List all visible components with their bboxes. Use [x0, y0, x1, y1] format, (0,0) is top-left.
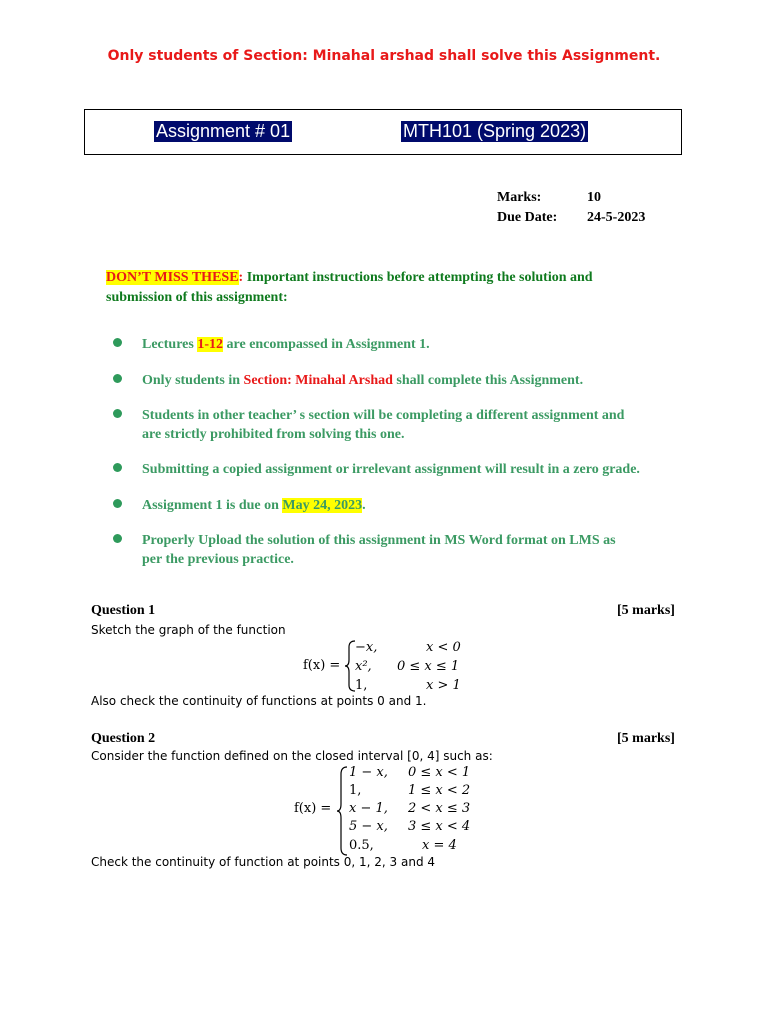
q1-case-expr: 1,: [355, 678, 368, 693]
dont-miss-label: DON’T MISS THESE: [106, 270, 239, 285]
instructions-heading: [106, 268, 666, 308]
bullet-dot-icon: [113, 374, 122, 383]
q1-fx-label: f(x) =: [303, 658, 341, 673]
dont-miss-colon: :: [238, 270, 244, 285]
question-1-followup: Also check the continuity of functions at points 0 and 1.: [91, 694, 427, 708]
bullet-text: .: [362, 498, 366, 513]
bullet-text: shall complete this Assignment.: [392, 373, 584, 388]
marks-label: Marks:: [497, 190, 542, 205]
q2-case-expr: x − 1,: [349, 801, 388, 816]
question-2-title: Question 2: [91, 731, 156, 746]
bullet-text: are encompassed in Assignment 1.: [223, 337, 430, 352]
due-date-highlight: May 24, 2023: [282, 498, 363, 513]
instructions-line1: Important instructions before attempting the solution and: [243, 270, 593, 285]
bullet-text: Properly Upload the solution of this assignment in MS Word format on LMS as: [142, 533, 616, 548]
bullet-text: per the previous practice.: [142, 552, 294, 567]
question-1-title: Question 1: [91, 603, 156, 618]
title-box: [84, 109, 682, 155]
q2-brace-icon: [336, 766, 348, 856]
q2-case-expr: 5 − x,: [349, 819, 388, 834]
bullet-text: Assignment 1 is due on: [142, 498, 283, 513]
due-date-value: 24-5-2023: [587, 210, 646, 225]
section-name: Section: Minahal Arshad: [243, 373, 393, 388]
assignment-title: Assignment # 01: [156, 121, 291, 141]
bullet-text: are strictly prohibited from solving this one.: [142, 427, 405, 442]
bullet-dot-icon: [113, 534, 122, 543]
marks-value: 10: [587, 190, 601, 205]
q1-case-expr: x²,: [355, 659, 372, 674]
question-1-marks: [5 marks]: [617, 603, 675, 618]
bullet-dot-icon: [113, 499, 122, 508]
q2-case-cond: x = 4: [422, 838, 457, 853]
bullet-text: Students in other teacher’ s section will be completing a different assignment and: [142, 408, 625, 423]
q1-case-expr: −x,: [355, 640, 378, 655]
q1-case-cond: 0 ≤ x ≤ 1: [397, 659, 460, 674]
question-2-text: Consider the function defined on the closed interval [0, 4] such as:: [91, 749, 493, 763]
question-2-followup: Check the continuity of function at points 0, 1, 2, 3 and 4: [91, 855, 436, 869]
instructions-line2: submission of this assignment:: [106, 290, 288, 305]
q2-case-expr: 1,: [349, 783, 362, 798]
q2-case-cond: 3 ≤ x < 4: [408, 819, 471, 834]
q2-case-expr: 0.5,: [349, 838, 374, 853]
course-title: MTH101 (Spring 2023): [403, 121, 587, 141]
q2-case-cond: 0 ≤ x < 1: [408, 765, 471, 780]
bullet-text: Only students in: [142, 373, 244, 388]
q1-case-cond: x > 1: [426, 678, 461, 693]
q2-fx-label: f(x) =: [294, 801, 332, 816]
section-banner: Only students of Section: Minahal arshad shall solve this Assignment.: [107, 48, 661, 64]
due-date-label: Due Date:: [497, 210, 558, 225]
bullet-dot-icon: [113, 463, 122, 472]
bullet-dot-icon: [113, 338, 122, 347]
q2-case-cond: 2 < x ≤ 3: [408, 801, 471, 816]
q2-case-cond: 1 ≤ x < 2: [408, 783, 471, 798]
q2-case-expr: 1 − x,: [349, 765, 388, 780]
bullet-text: Lectures: [142, 337, 198, 352]
question-2-marks: [5 marks]: [617, 731, 675, 746]
bullet-text: Submitting a copied assignment or irrelevant assignment will result in a zero grade.: [142, 462, 640, 477]
q1-case-cond: x < 0: [426, 640, 461, 655]
question-1-text: Sketch the graph of the function: [91, 623, 286, 637]
lectures-range: 1-12: [197, 337, 224, 352]
bullet-dot-icon: [113, 409, 122, 418]
